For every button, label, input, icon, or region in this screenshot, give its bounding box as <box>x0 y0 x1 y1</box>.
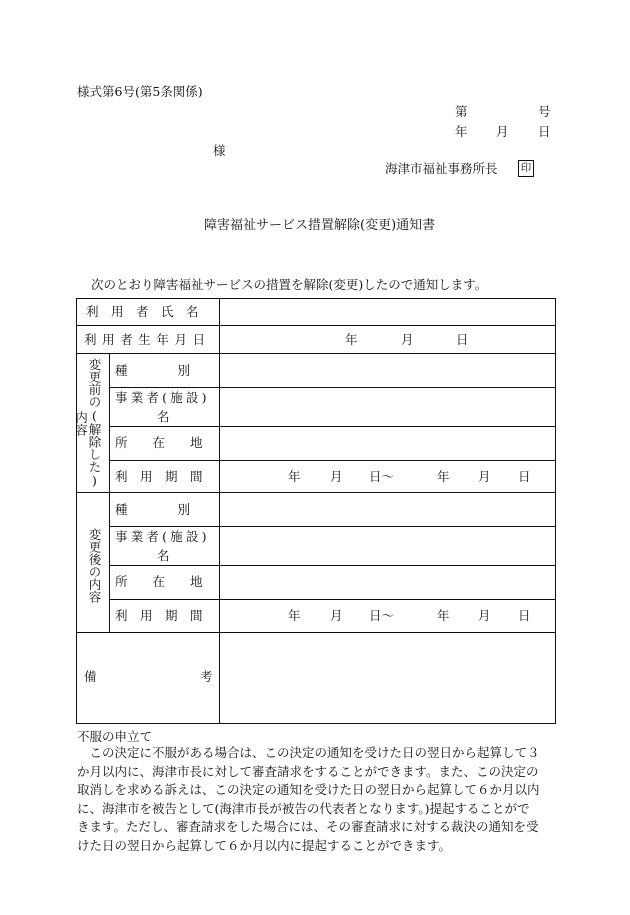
after-period-end-day: 日 <box>518 608 531 623</box>
after-period-end-year: 年 <box>437 608 450 623</box>
after-period-end-month: 月 <box>478 608 491 623</box>
document-title: 障害福祉サービス措置解除(変更)通知書 <box>204 218 436 233</box>
remarks-field[interactable] <box>221 634 554 722</box>
table-rule <box>76 325 556 326</box>
table-rule <box>76 632 556 633</box>
after-provider-label-suffix: 名 <box>157 548 170 563</box>
user-name-label: 利 用 者 氏 名 <box>86 304 199 319</box>
document-number-prefix: 第 <box>455 104 468 119</box>
addressee-suffix: 様 <box>213 143 226 158</box>
appeal-line: 取消しを求める訴えは、この決定の通知を受けた日の翌日から起算して６か月以内 <box>77 782 540 797</box>
date-month-label: 月 <box>496 124 509 139</box>
form-id: 様式第6号(第5条関係) <box>77 84 203 99</box>
appeal-line: か月以内に、海津市長に対して審査請求をすることができます。また、この決定の <box>77 763 539 779</box>
birth-year-label: 年 <box>345 332 358 347</box>
table-rule <box>109 387 556 388</box>
after-type-label: 種 別 <box>115 502 191 517</box>
table-rule <box>219 298 220 724</box>
date-day-label: 日 <box>538 124 551 139</box>
after-provider-label: 事業者(施設) <box>115 529 210 544</box>
appeal-text <box>77 744 557 855</box>
before-period-end-day: 日 <box>518 469 531 484</box>
birth-day-label: 日 <box>456 332 469 347</box>
after-period-start-month: 月 <box>330 608 343 623</box>
before-period-start-day: 日～ <box>369 469 395 484</box>
table-rule <box>109 565 556 566</box>
birth-month-label: 月 <box>401 332 414 347</box>
table-rule <box>76 492 556 493</box>
before-provider-field[interactable] <box>221 389 554 425</box>
appeal-line: けた日の翌日から起算して６か月以内に提起することができます。 <box>77 837 452 853</box>
table-rule <box>109 426 556 427</box>
after-period-start-year: 年 <box>288 608 301 623</box>
table-rule <box>109 526 556 527</box>
before-period-end-year: 年 <box>437 469 450 484</box>
remarks-label-start: 備 <box>84 669 97 684</box>
table-rule <box>109 599 556 600</box>
before-type-label: 種 別 <box>115 363 191 378</box>
table-rule <box>109 460 556 461</box>
birth-date-label: 利用者生年月日 <box>84 332 211 347</box>
table-rule <box>109 353 110 632</box>
intro-text: 次のとおり障害福祉サービスの措置を解除(変更)したので通知します。 <box>91 277 488 292</box>
table-rule <box>76 353 556 354</box>
before-location-field[interactable] <box>221 428 554 459</box>
appeal-line: に、海津市を被告として(海津市長が被告の代表者となります。)提起することがで <box>77 800 530 816</box>
after-location-label: 所 在 地 <box>115 574 203 589</box>
appeal-line: この決定に不服がある場合は、この決定の通知を受けた日の翌日から起算して３ <box>77 745 540 760</box>
birth-date-field[interactable] <box>221 327 554 352</box>
before-location-label: 所 在 地 <box>115 435 203 450</box>
before-period-start-month: 月 <box>330 469 343 484</box>
after-location-field[interactable] <box>221 567 554 598</box>
seal-mark: 印 <box>518 160 534 177</box>
after-type-field[interactable] <box>221 494 554 525</box>
user-name-field[interactable] <box>221 300 554 324</box>
before-provider-label: 事業者(施設) <box>115 390 210 405</box>
after-period-label: 利 用 期 間 <box>115 608 203 623</box>
date-year-label: 年 <box>455 124 468 139</box>
before-change-group-label: 変更前の(解除した)内容 <box>73 358 102 488</box>
before-period-label: 利 用 期 間 <box>115 469 203 484</box>
before-period-end-month: 月 <box>478 469 491 484</box>
before-provider-label-suffix: 名 <box>157 409 170 424</box>
appeal-heading: 不服の申立て <box>77 729 153 744</box>
after-period-start-day: 日～ <box>369 608 395 623</box>
appeal-line: きます。ただし、審査請求をした場合には、その審査請求に対する裁決の通知を受 <box>77 819 539 834</box>
document-number-suffix: 号 <box>538 104 551 119</box>
before-period-start-year: 年 <box>288 469 301 484</box>
remarks-label-end: 考 <box>200 669 213 684</box>
after-change-group-label: 変更後の内容 <box>87 527 102 603</box>
after-provider-field[interactable] <box>221 528 554 564</box>
before-type-field[interactable] <box>221 355 554 386</box>
issuer-name: 海津市福祉事務所長 <box>385 161 498 176</box>
